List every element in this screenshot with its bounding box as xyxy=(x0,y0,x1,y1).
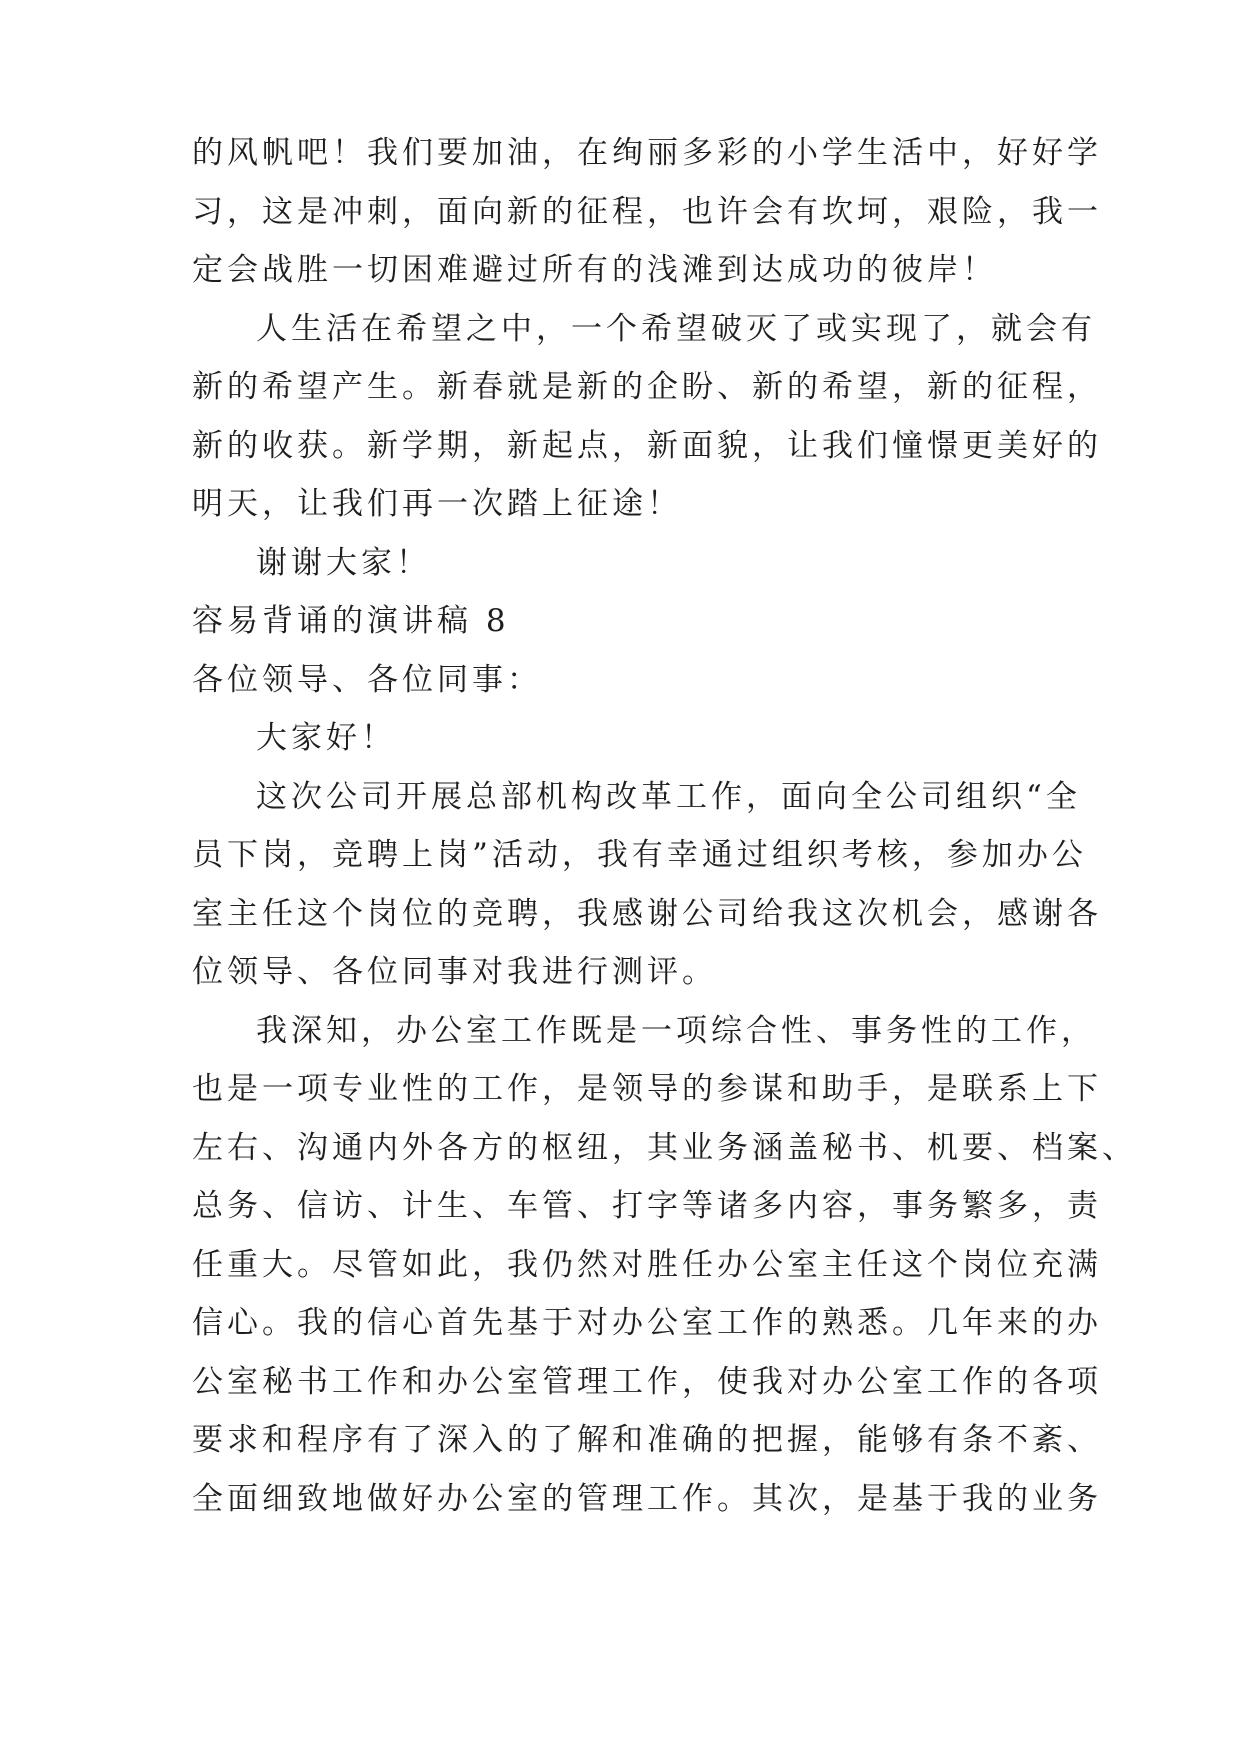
text-line: 室主任这个岗位的竞聘，我感谢公司给我这次机会，感谢各 xyxy=(192,895,1102,932)
paragraph-first-line: 大家好！ xyxy=(256,720,396,756)
text-line: 也是一项专业性的工作，是领导的参谋和助手，是联系上下 xyxy=(192,1071,1102,1107)
text-line: 新的收获。新学期，新起点，新面貌，让我们憧憬更美好的 xyxy=(192,427,1102,464)
paragraph-first-line: 人生活在希望之中，一个希望破灭了或实现了，就会有 xyxy=(256,310,1096,347)
text-line: 要求和程序有了深入的了解和准确的把握，能够有条不紊、 xyxy=(192,1422,1102,1458)
text-line: 的风帆吧！我们要加油，在绚丽多彩的小学生活中，好好学 xyxy=(192,135,1102,171)
text-line: 明天，让我们再一次踏上征途！ xyxy=(192,486,682,522)
paragraph-first-line: 这次公司开展总部机构改革工作，面向全公司组织“全 xyxy=(256,778,1081,815)
text-line: 新的希望产生。新春就是新的企盼、新的希望，新的征程， xyxy=(192,369,1102,405)
text-line: 位领导、各位同事对我进行测评。 xyxy=(192,954,717,990)
text-line: 定会战胜一切困难避过所有的浅滩到达成功的彼岸！ xyxy=(192,252,997,288)
text-line: 员下岗，竞聘上岗”活动，我有幸通过组织考核，参加办公 xyxy=(192,837,1087,873)
text-line: 左右、沟通内外各方的枢纽，其业务涵盖秘书、机要、档案、 xyxy=(192,1129,1137,1166)
paragraph-first-line: 我深知，办公室工作既是一项综合性、事务性的工作， xyxy=(256,1012,1096,1049)
text-line: 任重大。尽管如此，我仍然对胜任办公室主任这个岗位充满 xyxy=(192,1246,1102,1283)
paragraph-first-line: 谢谢大家！ xyxy=(256,544,431,581)
text-line: 各位领导、各位同事： xyxy=(192,661,542,698)
text-line: 信心。我的信心首先基于对办公室工作的熟悉。几年来的办 xyxy=(192,1305,1102,1341)
text-line: 总务、信访、计生、车管、打字等诸多内容，事务繁多，责 xyxy=(192,1188,1102,1224)
text-line: 容易背诵的演讲稿 8 xyxy=(192,603,510,639)
text-line: 习，这是冲刺，面向新的征程，也许会有坎坷，艰险，我一 xyxy=(192,193,1102,230)
text-line: 全面细致地做好办公室的管理工作。其次，是基于我的业务 xyxy=(192,1480,1102,1517)
text-line: 公室秘书工作和办公室管理工作，使我对办公室工作的各项 xyxy=(192,1363,1102,1400)
document-page xyxy=(192,124,1137,1528)
